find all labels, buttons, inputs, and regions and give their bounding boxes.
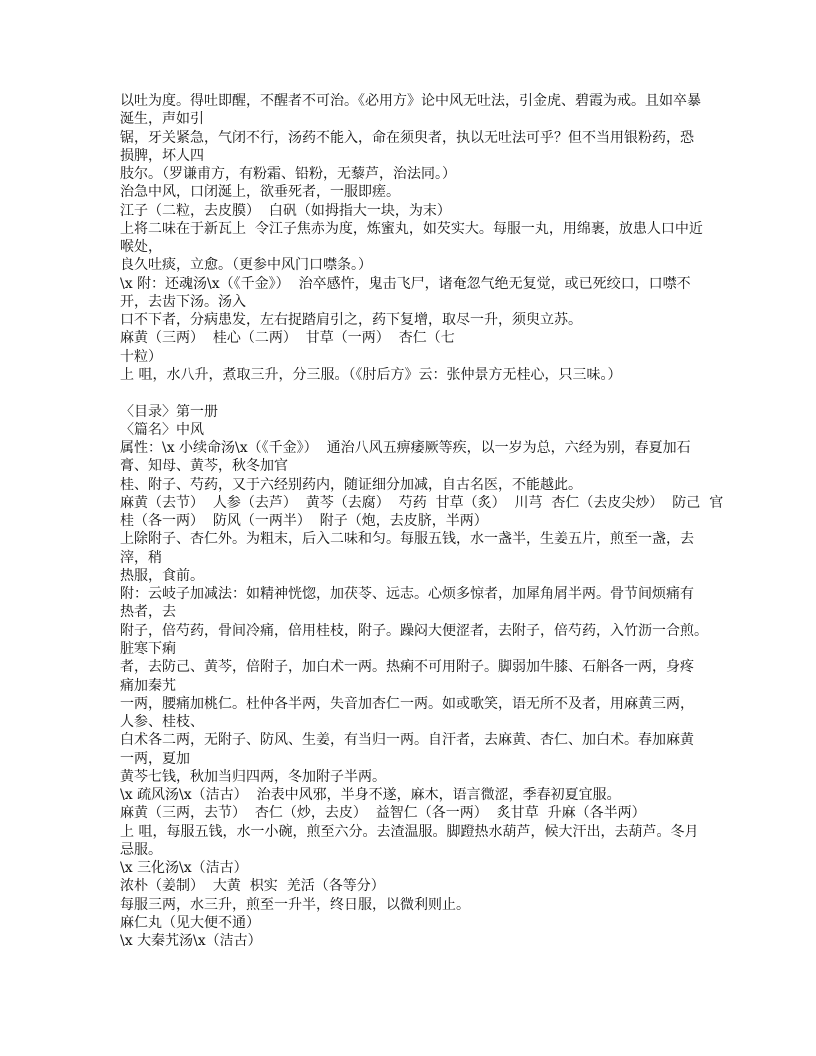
- text-line: 者，去防己、黄芩，倍附子，加白术一两。热痢不可用附子。脚弱加牛膝、石斛各一两，身疼: [120, 659, 694, 676]
- text-line: 损脾，坏人四: [120, 147, 204, 164]
- text-line: 痛加秦艽: [120, 677, 176, 694]
- text-section-1: [120, 92, 710, 384]
- text-line: 桂（各一两） 防风（一两半） 附子（炮，去皮脐，半两）: [120, 513, 488, 530]
- text-line: 麻黄（三两，去节） 杏仁（炒，去皮） 益智仁（各一两） 炙甘草 升麻（各半两）: [120, 805, 646, 822]
- text-line: 麻仁丸（见大便不通）: [120, 914, 260, 931]
- text-line: 人参、桂枝、: [120, 714, 204, 731]
- text-line: \x 三化汤\x（洁古）: [120, 860, 248, 877]
- text-line: 麻黄（去节） 人参（去芦） 黄芩（去腐） 芍药 甘草（炙） 川芎 杏仁（去皮尖炒） 防己 官: [120, 494, 724, 511]
- text-line: 膏、知母、黄芩，秋冬加官: [120, 458, 288, 475]
- document-page: [120, 92, 724, 950]
- text-line: 治急中风，口闭涎上，欲垂死者，一服即瘥。: [120, 184, 400, 201]
- text-line: \x 附：还魂汤\x（《千金》） 治卒感忤，鬼击飞尸，诸奄忽气绝无复觉，或已死绞口，口噤不: [120, 275, 691, 292]
- text-line: 喉处，: [120, 239, 162, 256]
- text-line: 良久吐痰，立愈。（更参中风门口噤条。）: [120, 257, 372, 274]
- text-line: 一两，夏加: [120, 750, 190, 767]
- text-line: 上将二味在于新瓦上 令江子焦赤为度，炼蜜丸，如芡实大。每服一丸，用绵裹，放患人口中近: [120, 220, 703, 237]
- text-line: 〈篇名〉中风: [120, 421, 204, 438]
- text-line: \x 大秦艽汤\x（洁古）: [120, 933, 262, 950]
- text-line: 锯，牙关紧急，气闭不行，汤药不能入，命在须臾者，执以无吐法可乎？但不当用银粉药，恐: [120, 129, 694, 146]
- text-line: 热服，食前。: [120, 567, 204, 584]
- text-line: 上 咀，水八升，煮取三升，分三服。（《肘后方》云：张仲景方无桂心，只三味。）: [120, 366, 622, 383]
- text-line: 附：云岐子加减法：如精神恍惚，加茯苓、远志。心烦多惊者，加犀角屑半两。骨节间烦痛有: [120, 586, 694, 603]
- text-line: 上 咀，每服五钱，水一小碗，煎至六分。去渣温服。脚蹬热水葫芦，候大汗出，去葫芦。冬月: [120, 823, 699, 840]
- text-line: 涎生，声如引: [120, 111, 204, 128]
- text-line: 忌服。: [120, 841, 162, 858]
- text-line: 热者，去: [120, 604, 176, 621]
- text-line: 每服三两，水三升，煎至一升半，终日服，以微利则止。: [120, 896, 470, 913]
- text-line: 黄芩七钱，秋加当归四两，冬加附子半两。: [120, 768, 386, 785]
- text-line: 白术各二两，无附子、防风、生姜，有当归一两。自汗者，去麻黄、杏仁、加白术。春加麻黄: [120, 732, 694, 749]
- text-line: 肢尔。（罗谦甫方，有粉霜、铅粉，无藜芦，治法同。）: [120, 166, 456, 183]
- text-line: 以吐为度。得吐即醒，不醒者不可治。《必用方》论中风无吐法，引金虎、碧霞为戒。且如卒暴: [120, 93, 701, 109]
- text-line: 一两，腰痛加桃仁。杜仲各半两，失音加杏仁一两。如或歌笑，语无所不及者，用麻黄三两，: [120, 695, 694, 712]
- text-line: 口不下者，分病患发，左右捉踏肩引之，药下复增，取尽一升，须臾立苏。: [120, 312, 582, 329]
- text-line: 〈目录〉第一册: [120, 403, 218, 420]
- text-line: 滓，稍: [120, 549, 162, 566]
- text-line: 开，去齿下汤。汤入: [120, 293, 246, 310]
- text-line: 桂、附子、芍药，又于六经别药内，随证细分加减，自古名医，不能越此。: [120, 476, 582, 493]
- text-line: 十粒）: [120, 348, 162, 365]
- text-line: 附子，倍芍药，骨间冷痛，倍用桂枝，附子。躁闷大便涩者，去附子，倍芍药，入竹沥一合煎。: [120, 622, 708, 639]
- text-line: 属性：\x 小续命汤\x（《千金》） 通治八风五痹痿厥等疾，以一岁为总，六经为别，春夏加石: [120, 440, 691, 457]
- blank-line: [120, 384, 710, 402]
- text-line: 上除附子、杏仁外。为粗末，后入二味和匀。每服五钱，水一盏半，生姜五片，煎至一盏，去: [120, 531, 694, 548]
- text-line: 麻黄（三两） 桂心（二两） 甘草（一两） 杏仁（七: [120, 330, 455, 347]
- text-line: 浓朴（姜制） 大黄 枳实 羌活（各等分）: [120, 878, 385, 895]
- text-line: 脏寒下痢: [120, 640, 176, 657]
- text-section-2: [120, 403, 724, 951]
- text-line: 江子（二粒，去皮膜） 白矾（如拇指大一块，为末）: [120, 202, 451, 219]
- text-line: \x 疏风汤\x（洁古） 治表中风邪，半身不遂，麻木，语言微涩，季春初夏宜服。: [120, 787, 621, 804]
